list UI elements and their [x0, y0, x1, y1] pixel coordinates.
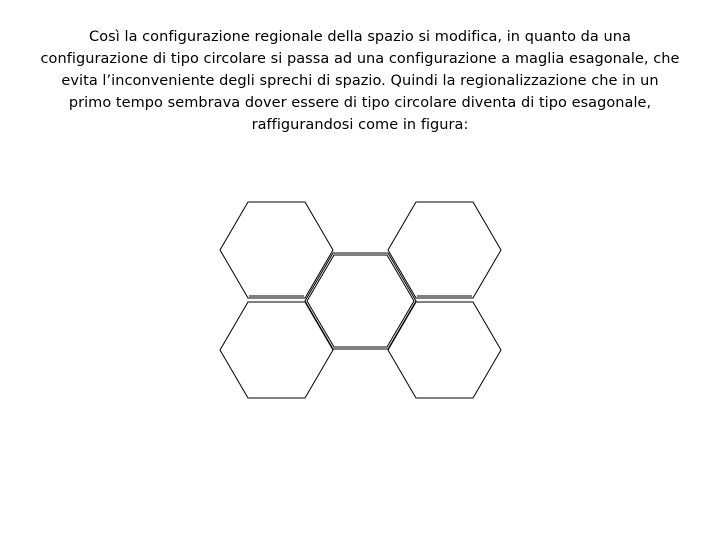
- paragraph-line: configurazione di tipo circolare si passa ad una configurazione a maglia esagonale, che: [40, 51, 680, 67]
- hexagon-center: [305, 253, 416, 349]
- hexagon-top-left: [220, 202, 333, 298]
- paragraph-line: raffigurandosi come in figura:: [251, 117, 469, 133]
- hexagon-top-right: [388, 202, 501, 298]
- paragraph-line: evita l’inconveniente degli sprechi di spazio. Quindi la regionalizzazione che in un: [61, 73, 659, 89]
- paragraph-line: primo tempo sembrava dover essere di tipo circolare diventa di tipo esagonale,: [68, 95, 652, 111]
- paragraph-line: Così la configurazione regionale della spazio si modifica, in quanto da una: [89, 29, 631, 45]
